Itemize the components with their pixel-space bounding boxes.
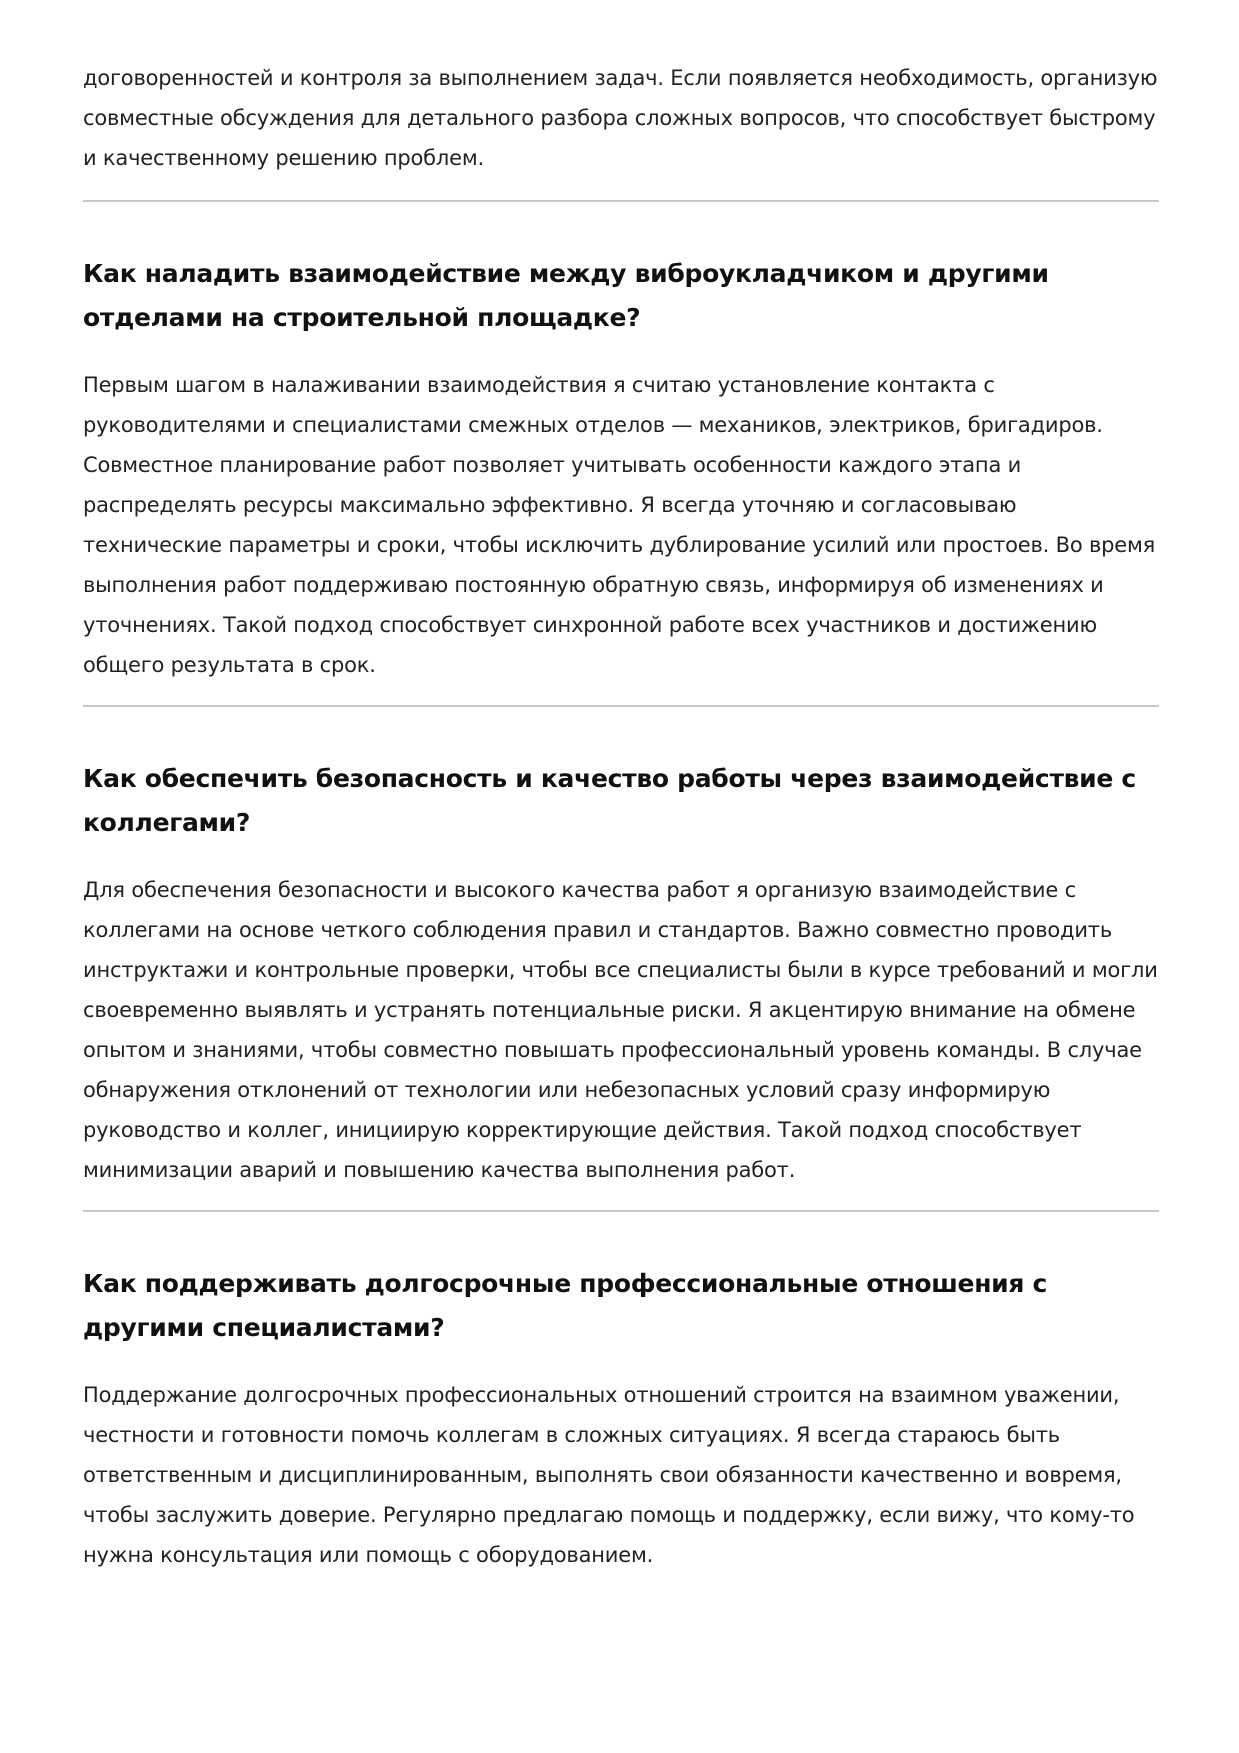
section-safety (83, 707, 1159, 1190)
section-title: Как поддерживать долгосрочные профессиональные отношения с другими специалистами? (83, 1269, 1048, 1342)
section-body: Поддержание долгосрочных профессиональных отношений строится на взаимном уважении, честности и готовности помочь коллегам в сложных ситуациях. Я всегда стараюсь быть ответственным и дисциплинированным, выполнять свои обязанности качественно и вовремя, чтобы заслужить доверие. Регулярно предлагаю помощь и поддержку, если вижу, что кому-то нужна консультация или помощь с оборудованием. (83, 1383, 1135, 1567)
section-title: Как наладить взаимодействие между виброукладчиком и другими отделами на строительной площадке? (83, 259, 1049, 332)
section-body: Для обеспечения безопасности и высокого качества работ я организую взаимодействие с коллегами на основе четкого соблюдения правил и стандартов. Важно совместно проводить инструктажи и контрольные проверки, чтобы все специалисты были в курсе требований и могли своевременно выявлять и устранять потенциальные риски. Я акцентирую внимание на обмене опытом и знаниями, чтобы совместно повышать профессиональный уровень команды. В случае обнаружения отклонений от технологии или небезопасных условий сразу информирую руководство и коллег, инициирую корректирующие действия. Такой подход способствует минимизации аварий и повышению качества выполнения работ. (83, 878, 1158, 1182)
section-departments (83, 202, 1159, 685)
intro-paragraph: договоренностей и контроля за выполнением задач. Если появляется необходимость, организую совместные обсуждения для детального разбора сложных вопросов, что способствует быстрому и качественному решению проблем. (83, 66, 1158, 170)
section-relationships (83, 1212, 1159, 1575)
section-body: Первым шагом в налаживании взаимодействия я считаю установление контакта с руководителями и специалистами смежных отделов — механиков, электриков, бригадиров. Совместное планирование работ позволяет учитывать особенности каждого этапа и распределять ресурсы максимально эффективно. Я всегда уточняю и согласовываю технические параметры и сроки, чтобы исключить дублирование усилий или простоев. Во время выполнения работ поддерживаю постоянную обратную связь, информируя об изменениях и уточнениях. Такой подход способствует синхронной работе всех участников и достижению общего результата в срок. (83, 373, 1156, 677)
section-title: Как обеспечить безопасность и качество работы через взаимодействие с коллегами? (83, 764, 1136, 837)
